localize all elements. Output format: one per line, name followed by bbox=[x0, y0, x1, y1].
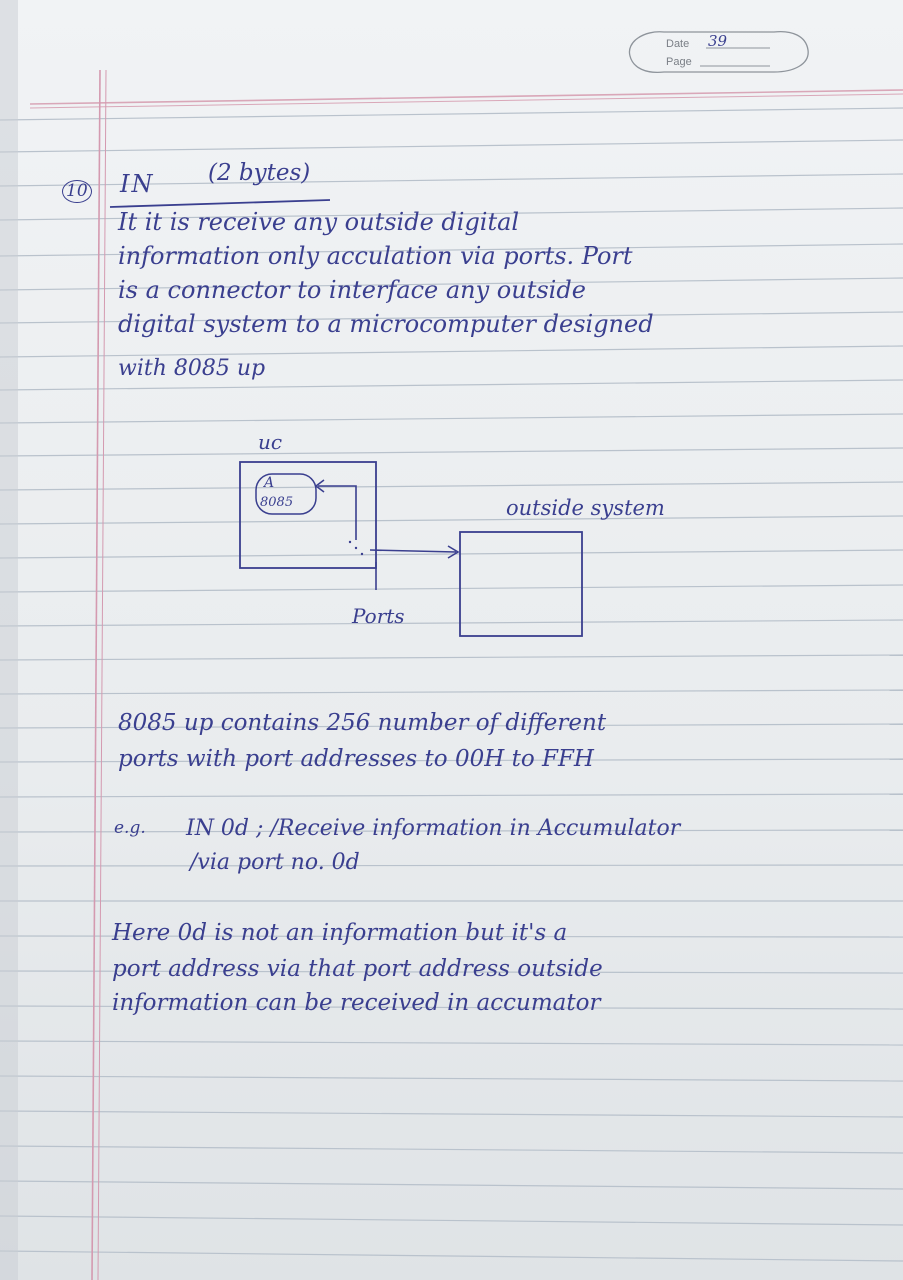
paragraph-line: with 8085 up bbox=[118, 356, 266, 381]
uc-label: uc bbox=[258, 430, 283, 454]
chip-label-a: A bbox=[264, 475, 275, 491]
paragraph-line: is a connector to interface any outside bbox=[118, 276, 586, 304]
example-line: IN 0d ; /Receive information in Accumulator bbox=[186, 816, 681, 841]
paragraph-line: digital system to a microcomputer designed bbox=[118, 310, 654, 338]
paragraph-line: ports with port addresses to 00H to FFH bbox=[118, 746, 594, 772]
date-value: 39 bbox=[708, 32, 728, 50]
example-label: e.g. bbox=[114, 818, 146, 838]
paragraph-line: information only acculation via ports. Port bbox=[118, 242, 633, 270]
section-number: 10 bbox=[62, 180, 92, 203]
chip-label-8085: 8085 bbox=[260, 495, 294, 510]
paragraph-line: It it is receive any outside digital bbox=[118, 208, 520, 236]
paragraph-line: Here 0d is not an information but it's a bbox=[112, 920, 568, 946]
paragraph-line: port address via that port address outside bbox=[112, 956, 603, 982]
paragraph-line: 8085 up contains 256 number of different bbox=[118, 710, 607, 736]
section-bytes: (2 bytes) bbox=[208, 160, 311, 186]
outside-system-label: outside system bbox=[506, 496, 665, 520]
page-label: Page bbox=[666, 56, 692, 68]
section-title: IN bbox=[120, 170, 155, 198]
date-label: Date bbox=[666, 38, 690, 50]
example-line: /via port no. 0d bbox=[190, 850, 360, 875]
paragraph-line: information can be received in accumator bbox=[112, 990, 601, 1016]
date-page-box bbox=[624, 22, 812, 84]
ports-label: Ports bbox=[352, 604, 405, 628]
